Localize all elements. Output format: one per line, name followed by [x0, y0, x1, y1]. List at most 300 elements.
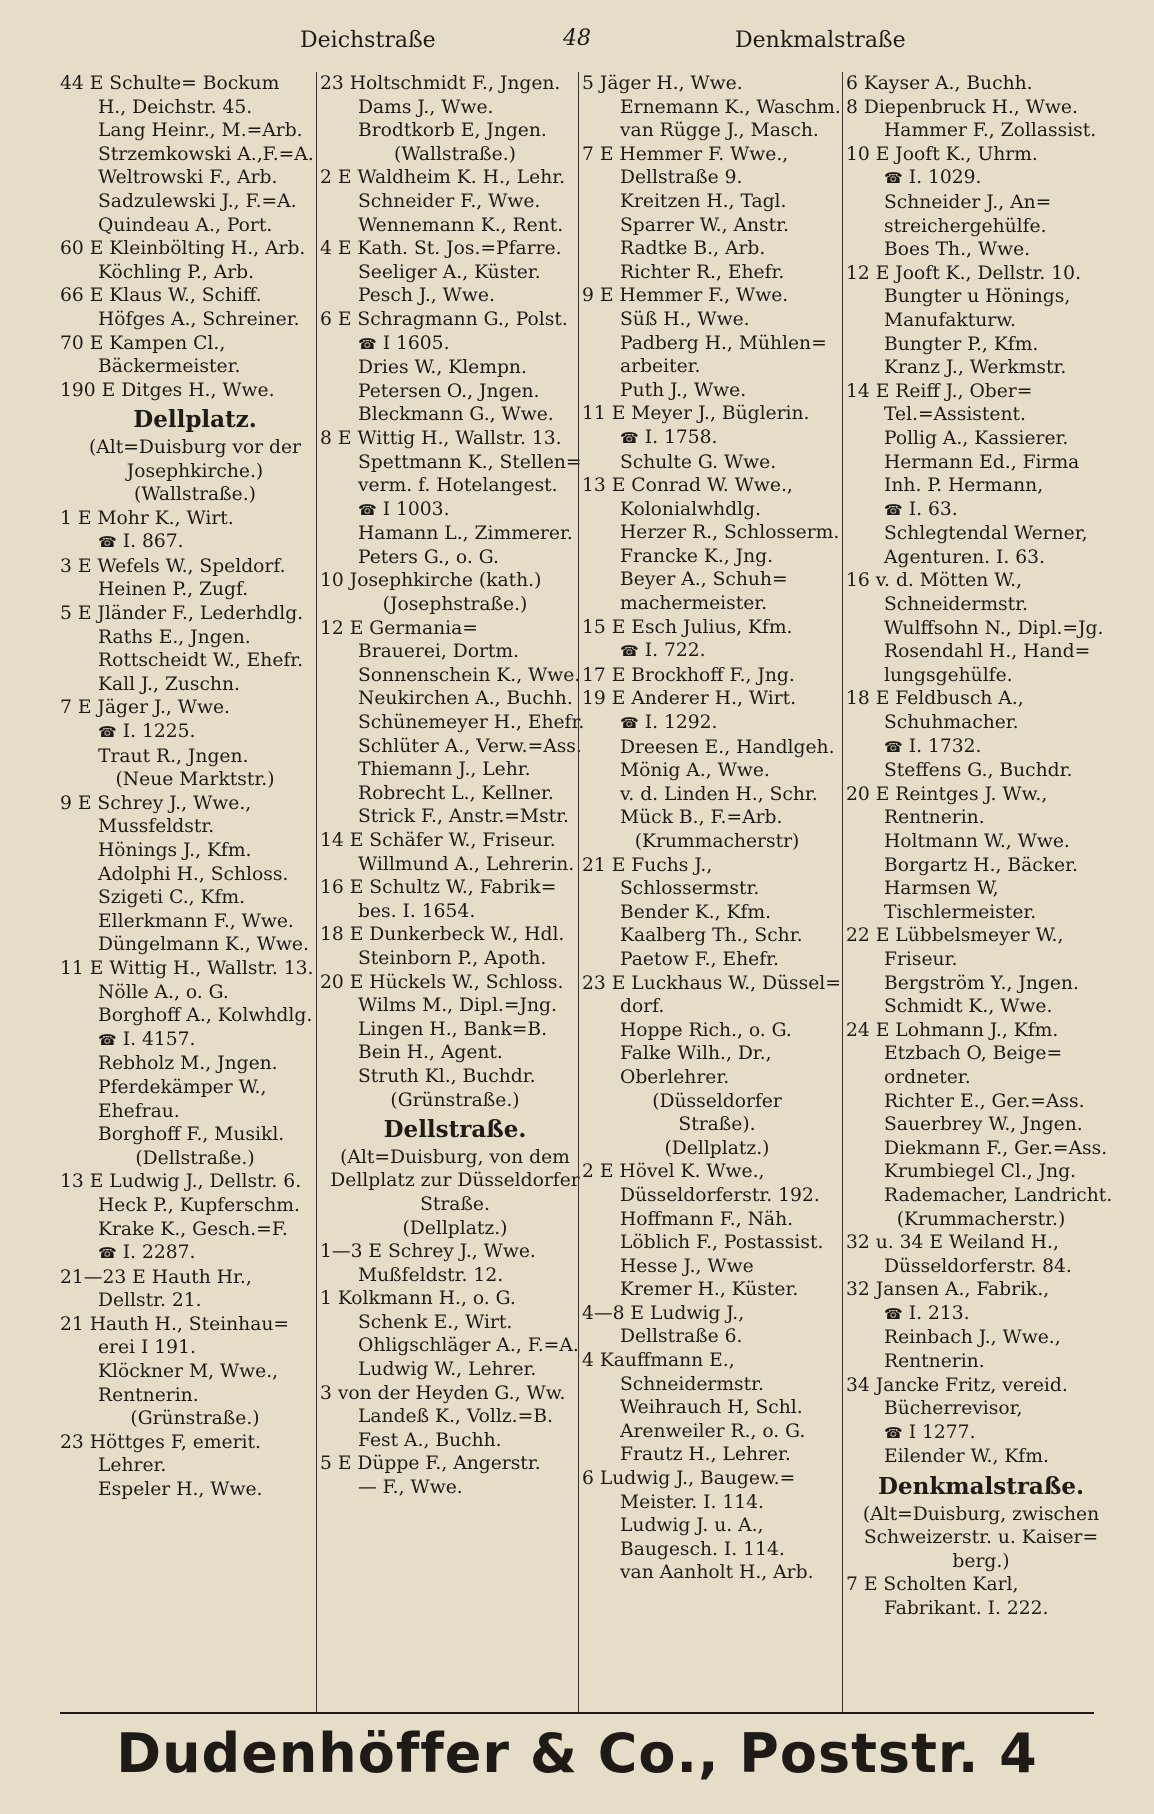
entry-text: 4 E Kath. St. Jos.=Pfarre.: [320, 238, 562, 260]
entry-text: 34 Jancke Fritz, vereid.: [846, 1374, 1068, 1396]
cross-street-note: [60, 436, 330, 460]
directory-entry: [846, 191, 1116, 215]
directory-entry: [60, 1478, 330, 1502]
entry-text: Kreitzen H., Tagl.: [620, 190, 787, 212]
entry-text: (Dellstraße.): [135, 1147, 255, 1169]
entry-text: 5 Jäger H., Wwe.: [582, 73, 743, 94]
entry-text: Boes Th., Wwe.: [884, 239, 1031, 261]
directory-entry: [582, 1373, 852, 1397]
directory-entry: [320, 640, 590, 664]
directory-entry: [320, 261, 590, 285]
directory-entry: [320, 1405, 590, 1429]
directory-entry: [320, 994, 590, 1018]
entry-text: Falke Wilh., Dr.,: [620, 1043, 772, 1065]
entry-text: I. 4157.: [122, 1028, 196, 1050]
entry-text: Bungter P., Kfm.: [884, 333, 1039, 355]
entry-text: Raths E., Jngen.: [98, 626, 251, 648]
directory-entry: [320, 947, 590, 971]
entry-text: (Dellplatz.): [402, 1217, 508, 1239]
entry-text: Heinen P., Zugf.: [98, 579, 249, 601]
entry-text: Friseur.: [884, 948, 958, 970]
directory-entry: [846, 546, 1116, 570]
directory-entry: [582, 1184, 852, 1208]
directory-entry: [320, 237, 590, 261]
entry-text: 7 E Hemmer F. Wwe.,: [582, 143, 789, 165]
entry-text: erei I 191.: [98, 1337, 196, 1359]
directory-entry: [846, 1255, 1116, 1279]
entry-text: 8 Diepenbruck H., Wwe.: [846, 96, 1078, 118]
directory-entry: [320, 1476, 590, 1500]
entry-text: Arenweiler R., o. G.: [620, 1420, 806, 1442]
entry-text: Nölle A., o. G.: [98, 981, 229, 1003]
header-right-street: Denkmalstraße: [735, 28, 906, 53]
directory-entry: [320, 900, 590, 924]
entry-text: 14 E Reiff J., Ober=: [846, 380, 1033, 402]
entry-text: 4 Kauffmann E.,: [582, 1350, 735, 1372]
entry-text: 21 Hauth H., Steinhau=: [60, 1313, 290, 1335]
entry-text: Höfges A., Schreiner.: [98, 308, 300, 330]
entry-text: Richter E., Ger.=Ass.: [884, 1090, 1085, 1112]
entry-text: Borghoff A., Kolwhdlg.: [98, 1005, 313, 1027]
directory-entry: [582, 284, 852, 308]
entry-text: Hermann Ed., Firma: [884, 451, 1080, 473]
directory-entry: [846, 380, 1116, 404]
entry-text: Meister. I. 114.: [620, 1491, 764, 1513]
entry-text: Bungter u Hönings,: [884, 286, 1071, 308]
entry-text: I. 1758.: [644, 426, 718, 448]
entry-text: Schweizerstr. u. Kaiser=: [863, 1527, 1099, 1549]
entry-text: 13 E Conrad W. Wwe.,: [582, 475, 793, 497]
entry-text: Bender K., Kfm.: [620, 901, 772, 923]
cross-street-note: [60, 460, 330, 484]
entry-text: 8 E Wittig H., Wallstr. 13.: [320, 427, 562, 449]
directory-entry: [846, 830, 1116, 854]
directory-entry: [846, 403, 1116, 427]
entry-text: H., Deichstr. 45.: [98, 96, 253, 118]
directory-entry: [60, 673, 330, 697]
entry-text: Rentnerin.: [884, 807, 985, 829]
entry-text: 9 E Hemmer F., Wwe.: [582, 285, 789, 307]
directory-entry: [320, 96, 590, 120]
entry-text: 12 E Jooft K., Dellstr. 10.: [846, 262, 1082, 284]
directory-entry: [582, 1561, 852, 1585]
entry-text: Dellplatz.: [133, 408, 257, 432]
directory-entry: [60, 745, 330, 769]
directory-entry: [60, 792, 330, 816]
entry-text: Klöckner M, Wwe.,: [98, 1361, 279, 1383]
directory-entry: [320, 617, 590, 641]
entry-text: Hönings J., Kfm.: [98, 840, 252, 861]
entry-text: Paetow F., Ehefr.: [620, 948, 779, 970]
directory-entry: [582, 119, 852, 143]
entry-text: Schneider F., Wwe.: [358, 190, 541, 212]
entry-text: v. d. Linden H., Schr.: [620, 783, 818, 805]
directory-entry: [846, 96, 1116, 120]
directory-entry: [320, 758, 590, 782]
entry-text: Wilms M., Dipl.=Jng.: [358, 995, 557, 1017]
telephone-hand-icon: ☎: [620, 714, 639, 733]
directory-entry: [60, 1004, 330, 1028]
directory-entry: [582, 901, 852, 925]
entry-text: (Alt=Duisburg, von dem: [340, 1146, 570, 1168]
directory-entry: [582, 568, 852, 592]
entry-text: I. 867.: [122, 531, 184, 553]
entry-text: Herzer R., Schlosserm.: [620, 522, 840, 544]
entry-text: Spettmann K., Stellen=: [358, 451, 582, 473]
entry-text: Kaalberg Th., Schr.: [620, 925, 803, 947]
header-left-street: Deichstraße: [300, 28, 436, 53]
directory-entry: [846, 119, 1116, 143]
entry-text: 4—8 E Ludwig J.,: [582, 1302, 745, 1324]
telephone-hand-icon: ☎: [884, 1304, 903, 1323]
entry-text: Düngelmann K., Wwe.: [98, 934, 309, 956]
directory-entry: [60, 626, 330, 650]
entry-text: Borghoff F., Musikl.: [98, 1124, 285, 1146]
directory-entry: [846, 924, 1116, 948]
entry-text: 12 E Germania=: [320, 617, 478, 639]
directory-entry: [582, 96, 852, 120]
telephone-hand-icon: ☎: [358, 334, 377, 353]
entry-text: van Aanholt H., Arb.: [620, 1562, 814, 1584]
entry-text: 1—3 E Schrey J., Wwe.: [320, 1241, 536, 1263]
directory-entry: [60, 1194, 330, 1218]
entry-text: Straße.: [420, 1193, 490, 1215]
entry-text: Schlüter A., Verw.=Ass.: [358, 735, 582, 757]
directory-entry: [320, 1018, 590, 1042]
telephone-hand-icon: ☎: [884, 169, 903, 188]
entry-text: (Alt=Duisburg vor der: [89, 436, 301, 458]
directory-entry: [582, 1160, 852, 1184]
street-heading: [320, 1118, 590, 1142]
entry-text: (Krummacherstr.): [896, 1208, 1066, 1230]
directory-entry: [60, 308, 330, 332]
directory-entry: [60, 166, 330, 190]
entry-text: 1 Kolkmann H., o. G.: [320, 1288, 516, 1310]
entry-text: 9 E Schrey J., Wwe.,: [60, 792, 252, 814]
entry-text: I 1277.: [908, 1421, 976, 1443]
directory-entry: [846, 1421, 1116, 1446]
entry-text: Inh. P. Hermann,: [884, 475, 1044, 497]
entry-text: Denkmalstraße.: [878, 1475, 1084, 1499]
directory-entry: [582, 1019, 852, 1043]
directory-entry: [846, 806, 1116, 830]
directory-entry: [582, 1443, 852, 1467]
entry-text: 10 E Jooft K., Uhrm.: [846, 143, 1038, 165]
directory-entry: [582, 1491, 852, 1515]
entry-text: 19 E Anderer H., Wirt.: [582, 688, 797, 710]
entry-text: Fabrikant. I. 222.: [884, 1598, 1049, 1619]
directory-entry: [846, 948, 1116, 972]
telephone-hand-icon: ☎: [620, 642, 639, 661]
entry-text: Schulte G. Wwe.: [620, 451, 777, 473]
entry-text: Padberg H., Mühlen=: [620, 332, 827, 354]
entry-text: Beyer A., Schuh=: [620, 569, 788, 591]
entry-text: Lehrer.: [98, 1455, 167, 1477]
entry-text: Schmidt K., Wwe.: [884, 996, 1053, 1018]
column-3: [582, 72, 852, 1712]
directory-entry: [846, 1278, 1116, 1302]
directory-entry: [320, 308, 590, 332]
directory-entry: [582, 1349, 852, 1373]
entry-text: 3 von der Heyden G., Ww.: [320, 1382, 566, 1404]
entry-text: 32 u. 34 E Weiland H.,: [846, 1232, 1059, 1254]
directory-entry: [320, 971, 590, 995]
entry-text: 14 E Schäfer W., Friseur.: [320, 830, 556, 851]
directory-entry: [582, 214, 852, 238]
cross-street-note: [320, 1146, 590, 1170]
directory-entry: [582, 1396, 852, 1420]
entry-text: 23 Höttges F, emerit.: [60, 1431, 261, 1453]
directory-entry: [320, 1264, 590, 1288]
directory-entry: [582, 948, 852, 972]
directory-entry: [582, 924, 852, 948]
entry-text: Straße).: [678, 1114, 756, 1136]
directory-entry: [60, 1218, 330, 1242]
directory-entry: [846, 238, 1116, 262]
entry-text: berg.): [952, 1550, 1010, 1572]
footer-divider: [60, 1712, 1094, 1714]
directory-entry: [582, 166, 852, 190]
directory-entry: [582, 687, 852, 711]
directory-entry: [582, 1255, 852, 1279]
entry-text: 16 v. d. Mötten W.,: [846, 570, 1023, 592]
entry-text: Harmsen W,: [884, 878, 999, 900]
directory-entry: [582, 355, 852, 379]
cross-street-note: [60, 1407, 330, 1431]
directory-entry: [60, 696, 330, 720]
entry-text: Strzemkowski A.,F.=A.: [98, 143, 314, 165]
cross-street-note: [846, 1503, 1116, 1527]
directory-entry: [60, 1028, 330, 1053]
entry-text: Krumbiegel Cl., Jng.: [884, 1161, 1077, 1183]
entry-text: (Josephstraße.): [382, 594, 528, 616]
directory-entry: [60, 1266, 330, 1290]
directory-entry: [582, 426, 852, 451]
entry-text: Mussfeldstr.: [98, 816, 215, 838]
entry-text: 15 E Esch Julius, Kfm.: [582, 616, 793, 638]
entry-text: Francke K., Jng.: [620, 545, 774, 567]
directory-entry: [60, 190, 330, 214]
entry-text: (Dellplatz.): [664, 1137, 770, 1159]
directory-entry: [582, 783, 852, 807]
entry-text: Mück B., F.=Arb.: [620, 807, 783, 829]
directory-entry: [846, 664, 1116, 688]
directory-entry: [582, 759, 852, 783]
entry-text: Manufakturw.: [884, 309, 1016, 331]
entry-text: verm. f. Hotelangest.: [358, 475, 558, 497]
directory-entry: [320, 1334, 590, 1358]
directory-entry: [846, 1019, 1116, 1043]
entry-text: I. 213.: [908, 1302, 970, 1324]
directory-entry: [60, 355, 330, 379]
directory-entry: [60, 284, 330, 308]
cross-street-note: [60, 1147, 330, 1171]
directory-entry: [846, 474, 1116, 498]
directory-entry: [582, 1208, 852, 1232]
directory-entry: [582, 143, 852, 167]
directory-entry: [60, 933, 330, 957]
entry-text: Frautz H., Lehrer.: [620, 1444, 791, 1466]
directory-entry: [320, 498, 590, 523]
telephone-hand-icon: ☎: [358, 500, 377, 519]
directory-entry: [582, 877, 852, 901]
entry-text: Ludwig W., Lehrer.: [358, 1359, 537, 1381]
entry-text: Dellplatz zur Düsseldorfer: [330, 1170, 580, 1192]
entry-text: Eilender W., Kfm.: [884, 1446, 1049, 1468]
directory-entry: [320, 1452, 590, 1476]
entry-text: Sparrer W., Anstr.: [620, 214, 789, 236]
entry-text: Willmund A., Lehrerin.: [358, 853, 575, 875]
entry-text: I. 1732.: [908, 735, 982, 757]
cross-street-note: [582, 1137, 852, 1161]
entry-text: Schneidermstr.: [620, 1373, 764, 1395]
entry-text: Diekmann F., Ger.=Ass.: [884, 1137, 1108, 1159]
entry-text: Düsseldorferstr. 192.: [620, 1184, 820, 1206]
directory-entry: [846, 711, 1116, 735]
directory-entry: [846, 1350, 1116, 1374]
entry-text: Petersen O., Jngen.: [358, 380, 540, 402]
entry-text: Quindeau A., Port.: [98, 214, 273, 236]
street-heading: [846, 1475, 1116, 1499]
entry-text: (Grünstraße.): [130, 1408, 260, 1430]
directory-entry: [846, 356, 1116, 380]
directory-entry: [846, 1066, 1116, 1090]
directory-entry: [582, 237, 852, 261]
entry-text: 32 Jansen A., Fabrik.,: [846, 1279, 1050, 1301]
entry-text: Brodtkorb E, Jngen.: [358, 120, 547, 142]
entry-text: Süß H., Wwe.: [620, 308, 750, 330]
entry-text: I. 1029.: [908, 167, 982, 189]
entry-text: Rademacher, Landricht.: [884, 1184, 1113, 1206]
directory-entry: [60, 1384, 330, 1408]
entry-text: I. 1225.: [122, 721, 196, 743]
entry-text: Rebholz M., Jngen.: [98, 1053, 278, 1075]
directory-entry: [582, 1231, 852, 1255]
directory-entry: [320, 1065, 590, 1089]
telephone-hand-icon: ☎: [98, 1244, 117, 1263]
directory-entry: [846, 1042, 1116, 1066]
directory-entry: [320, 166, 590, 190]
directory-entry: [846, 1113, 1116, 1137]
directory-entry: [846, 143, 1116, 167]
entry-text: Düsseldorferstr. 84.: [884, 1255, 1072, 1277]
directory-entry: [60, 602, 330, 626]
directory-entry: [846, 640, 1116, 664]
entry-text: 6 Kayser A., Buchh.: [846, 73, 1033, 94]
directory-entry: [846, 854, 1116, 878]
telephone-hand-icon: ☎: [98, 533, 117, 552]
entry-text: 5 E Düppe F., Angerstr.: [320, 1453, 541, 1475]
directory-entry: [60, 1360, 330, 1384]
entry-text: 11 E Meyer J., Büglerin.: [582, 403, 810, 425]
entry-text: streichergehülfe.: [884, 215, 1047, 237]
column-4: [846, 72, 1116, 1712]
entry-text: Kall J., Zuschn.: [98, 673, 240, 695]
entry-text: Pesch J., Wwe.: [358, 285, 495, 307]
directory-entry: [582, 711, 852, 736]
entry-text: Hoppe Rich., o. G.: [620, 1019, 792, 1041]
entry-text: Tischlermeister.: [884, 901, 1037, 923]
entry-text: Pollig A., Kassierer.: [884, 427, 1069, 449]
directory-entry: [60, 957, 330, 981]
entry-text: 24 E Lohmann J., Kfm.: [846, 1019, 1059, 1041]
directory-entry: [846, 1137, 1116, 1161]
directory-entry: [320, 1382, 590, 1406]
directory-entry: [582, 1278, 852, 1302]
directory-entry: [846, 1573, 1116, 1597]
directory-entry: [582, 1420, 852, 1444]
entry-text: Landeß K., Vollz.=B.: [358, 1406, 553, 1428]
entry-text: Hamann L., Zimmerer.: [358, 523, 573, 545]
directory-entry: [846, 1374, 1116, 1398]
directory-entry: [320, 853, 590, 877]
entry-text: Löblich F., Postassist.: [620, 1232, 824, 1254]
entry-text: 5 E Jländer F., Lederhdlg.: [60, 603, 304, 625]
directory-entry: [320, 1041, 590, 1065]
entry-text: (Düsseldorfer: [652, 1090, 782, 1112]
entry-text: Dellstraße 6.: [620, 1326, 743, 1348]
entry-text: Ernemann K., Waschm.: [620, 96, 841, 118]
entry-text: 66 E Klaus W., Schiff.: [60, 285, 262, 307]
entry-text: lungsgehülfe.: [884, 664, 1013, 686]
entry-text: — F., Wwe.: [358, 1477, 463, 1499]
directory-entry: [582, 379, 852, 403]
directory-entry: [320, 332, 590, 357]
directory-entry: [846, 1184, 1116, 1208]
column-2: [320, 72, 590, 1712]
entry-text: Hoffmann F., Näh.: [620, 1208, 794, 1230]
directory-entry: [846, 1231, 1116, 1255]
entry-text: 3 E Wefels W., Speldorf.: [60, 555, 286, 577]
directory-entry: [60, 1241, 330, 1266]
entry-text: 11 E Wittig H., Wallstr. 13.: [60, 957, 314, 979]
directory-entry: [320, 711, 590, 735]
entry-text: Richter R., Ehefr.: [620, 261, 785, 283]
telephone-hand-icon: ☎: [620, 428, 639, 447]
entry-text: Köchling P., Arb.: [98, 261, 255, 283]
directory-entry: [582, 995, 852, 1019]
entry-text: Steffens G., Buchdr.: [884, 760, 1073, 782]
directory-entry: [320, 190, 590, 214]
entry-text: Borgartz H., Bäcker.: [884, 854, 1078, 876]
directory-entry: [582, 639, 852, 664]
cross-street-note: [320, 593, 590, 617]
directory-entry: [60, 1170, 330, 1194]
entry-text: 17 E Brockhoff F., Jng.: [582, 664, 795, 686]
entry-text: (Alt=Duisburg, zwischen: [862, 1503, 1100, 1525]
directory-entry: [320, 119, 590, 143]
entry-text: I. 2287.: [122, 1242, 196, 1264]
entry-text: (Wallstraße.): [134, 484, 256, 506]
cross-street-note: [582, 830, 852, 854]
entry-text: I. 63.: [908, 498, 958, 520]
entry-text: Josephkirche.): [126, 460, 264, 482]
entry-text: 70 E Kampen Cl.,: [60, 332, 226, 354]
directory-entry: [60, 1100, 330, 1124]
cross-street-note: [320, 1169, 590, 1193]
directory-entry: [320, 72, 590, 96]
entry-text: Dellstraße 9.: [620, 167, 743, 189]
cross-street-note: [320, 1193, 590, 1217]
entry-text: Espeler H., Wwe.: [98, 1479, 263, 1501]
directory-entry: [320, 569, 590, 593]
street-heading: [60, 408, 330, 432]
entry-text: Bein H., Agent.: [358, 1042, 503, 1064]
directory-entry: [846, 309, 1116, 333]
entry-text: Etzbach O, Beige=: [884, 1043, 1063, 1065]
directory-entry: [320, 1287, 590, 1311]
entry-text: Tel.=Assistent.: [884, 404, 1026, 426]
